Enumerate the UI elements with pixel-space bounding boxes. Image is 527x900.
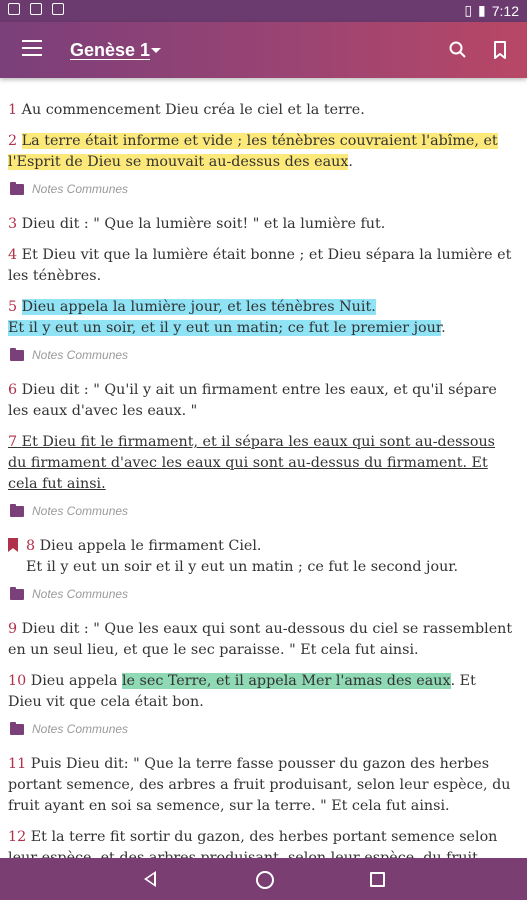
verse-text: Dieu appela le firmament Ciel. [39, 538, 262, 554]
app-notification-icon [52, 3, 64, 15]
folder-icon [10, 589, 24, 600]
note-link[interactable] [10, 501, 513, 522]
verse-text-end: . [348, 154, 353, 170]
verse-number: 1 [8, 102, 18, 118]
verse-text-start: Dieu appela [30, 673, 122, 689]
verse-text-end: . Et Dieu vit que cela était bon. [8, 673, 476, 710]
note-label: Notes Communes [32, 504, 129, 518]
verse-number: 9 [8, 621, 18, 637]
verse[interactable] [8, 100, 513, 121]
n-app-icon [30, 3, 42, 15]
verse-text-end: . [441, 320, 446, 336]
chapter-text [8, 100, 513, 900]
verse[interactable] [8, 432, 513, 495]
note-link[interactable] [10, 584, 513, 605]
notification-icon [8, 3, 20, 15]
note-label: Notes Communes [32, 348, 129, 362]
folder-icon [10, 724, 24, 735]
book-chapter-selector[interactable]: Genèse 1 [70, 40, 151, 60]
folder-icon [10, 506, 24, 517]
recent-apps-icon[interactable] [370, 872, 385, 887]
verse-text-highlight: le sec Terre, et il appela Mer l'amas des eaux [121, 673, 451, 689]
search-icon[interactable] [448, 40, 468, 60]
verse-number: 10 [8, 673, 27, 689]
verse-text: Au commencement Dieu créa le ciel et la terre. [21, 102, 365, 118]
home-icon[interactable] [256, 871, 274, 889]
verse-number: 4 [8, 247, 18, 263]
note-label: Notes Communes [32, 182, 129, 196]
verse-text: Puis Dieu dit: " Que la terre fasse pousser du gazon des herbes portant semence, des arbres a fruit produisant, selon leur espèce, du fruit ayant en soi sa semence, sur la terre. " Et cela fut ainsi. [8, 756, 511, 814]
verse[interactable] [8, 754, 513, 817]
verse-text: Et Dieu fit le firmament, et il sépara les eaux qui sont au-dessous du firmament d'avec les eaux qui sont au-dessus du firmament. Et cela fut ainsi. [8, 434, 495, 492]
note-link[interactable] [10, 179, 513, 200]
verse-text-highlight: Dieu appela la lumière jour, et les ténèbres Nuit. [21, 299, 376, 315]
system-nav-bar [0, 858, 527, 900]
verse-number: 5 [8, 299, 18, 315]
verse[interactable] [8, 297, 513, 339]
verse[interactable] [8, 536, 513, 578]
verse-text-highlight: La terre était informe et vide ; les ténèbres couvraient l'abîme, et l'Esprit de Dieu se mouvait au-dessus des eaux [8, 133, 498, 170]
verse[interactable] [8, 619, 513, 661]
bookmark-icon[interactable] [490, 40, 510, 60]
verse[interactable] [8, 245, 513, 287]
verse[interactable] [8, 380, 513, 422]
note-label: Notes Communes [32, 587, 129, 601]
note-label: Notes Communes [32, 722, 129, 736]
verse-number: 8 [26, 538, 36, 554]
verse[interactable] [8, 131, 513, 173]
vibrate-icon: ▯ [464, 2, 473, 18]
verse-number: 11 [8, 756, 27, 772]
verse[interactable] [8, 214, 513, 235]
verse-number: 7 [8, 434, 18, 450]
verse-number: 6 [8, 382, 18, 398]
verse-text-highlight-2: Et il y eut un soir, et il y eut un matin; ce fut le premier jour [8, 320, 442, 336]
verse-number: 2 [8, 133, 18, 149]
status-time: 7:12 [491, 2, 519, 19]
verse-text: Dieu dit : " Que les eaux qui sont au-dessous du ciel se rassemblent en un seul lieu, et que le sec paraisse. " Et cela fut ainsi. [8, 621, 513, 658]
folder-icon [10, 184, 24, 195]
battery-icon: ▮ [478, 2, 486, 18]
verse-number: 12 [8, 829, 27, 845]
chevron-down-icon[interactable] [151, 48, 161, 53]
note-link[interactable] [10, 719, 513, 740]
verse-number: 3 [8, 216, 18, 232]
verse[interactable] [8, 671, 513, 713]
verse-text: Dieu dit : " Qu'il y ait un firmament entre les eaux, et qu'il sépare les eaux d'avec les eaux. " [8, 382, 497, 419]
bookmark-marker-icon [8, 538, 18, 552]
app-bar [0, 22, 527, 78]
back-icon[interactable] [144, 871, 156, 887]
menu-icon[interactable] [22, 40, 42, 58]
verse-text-2: Et il y eut un soir et il y eut un matin ; ce fut le second jour. [26, 559, 459, 575]
note-link[interactable] [10, 345, 513, 366]
folder-icon [10, 350, 24, 361]
verse-text: Et Dieu vit que la lumière était bonne ; et Dieu sépara la lumière et les ténèbres. [8, 247, 512, 284]
verse-text: Dieu dit : " Que la lumière soit! " et la lumière fut. [21, 216, 386, 232]
status-bar [0, 0, 527, 22]
verse-text: Et la terre fit sortir du gazon, des herbes portant semence selon [30, 829, 498, 845]
